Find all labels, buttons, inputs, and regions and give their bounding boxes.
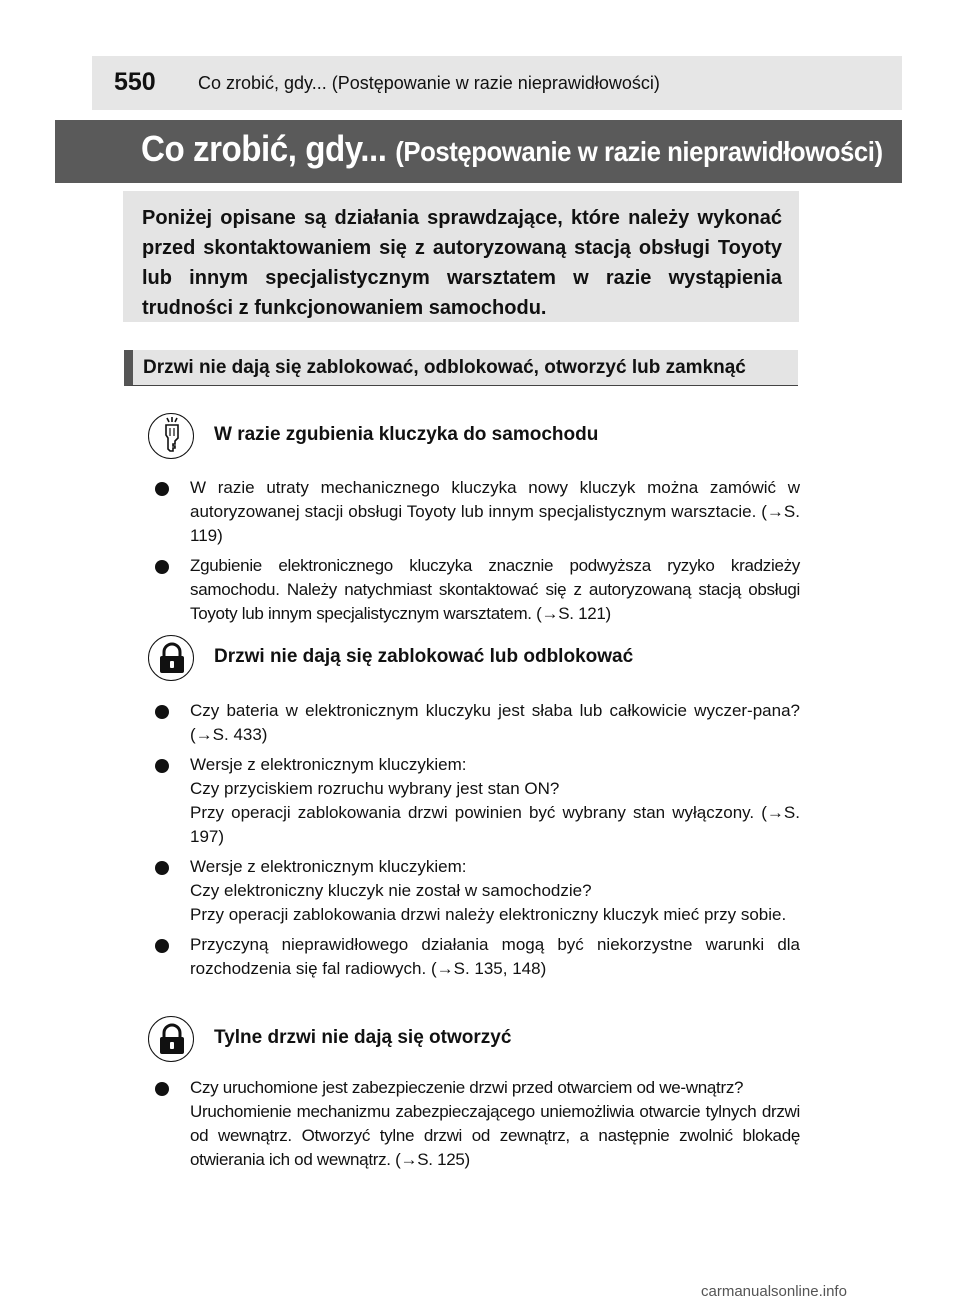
bullet-list-rear-door (155, 1076, 800, 1178)
bullet-text: Wersje z elektronicznym kluczykiem: Czy elektroniczny kluczyk nie został w samochodzie? Przy operacji zablokowania drzwi należy elektroniczny kluczyk mieć przy sobie. (190, 857, 787, 924)
intro-box (123, 191, 799, 322)
bullet-icon (155, 861, 169, 875)
bullet-text: Czy uruchomione jest zabezpieczenie drzwi przed otwarciem od we-wnątrz? Uruchomienie mechanizmu zabezpieczającego uniemożliwia otwarcie tylnych drzwi od wewnątrz. Otworzyć tylne drzwi od zewnątrz, a następnie zwolnić blokadę otwierania ich od wewnątrz. (→S. 125) (190, 1078, 800, 1169)
list-item (155, 699, 800, 747)
list-item (155, 933, 800, 981)
page-title (141, 128, 883, 170)
bullet-text: W razie utraty mechanicznego kluczyka nowy kluczyk można zamówić w autoryzowanej stacji obsługi Toyoty lub innym specjalistycznym warsztacie. (→S. 119) (190, 478, 800, 545)
page-title-sub: (Postępowanie w razie nieprawidłowości) (395, 136, 883, 167)
bullet-text: Czy bateria w elektronicznym kluczyku jest słaba lub całkowicie wyczer-pana? (→S. 433) (190, 701, 800, 744)
bullet-icon (155, 939, 169, 953)
bullet-text: Zgubienie elektronicznego kluczyka znacznie podwyższa ryzyko kradzieży samochodu. Należy natychmiast skontaktować się z autoryzowaną stacją obsługi Toyoty lub innym specjalistycznym warsztatem. (→S. 121) (190, 556, 800, 623)
subsection-title: Tylne drzwi nie dają się otworzyć (214, 1027, 512, 1048)
section-heading-text: Drzwi nie dają się zablokować, odblokować, otworzyć lub zamknąć (143, 357, 746, 378)
bullet-text: Przyczyną nieprawidłowego działania mogą być niekorzystne warunki dla rozchodzenia się fal radiowych. (→S. 135, 148) (190, 935, 800, 978)
bullet-icon (155, 482, 169, 496)
list-item (155, 476, 800, 548)
padlock-icon (148, 1016, 194, 1062)
chapter-title-band (55, 120, 902, 183)
bullet-icon (155, 705, 169, 719)
bullet-icon (155, 759, 169, 773)
watermark: carmanualsonline.info (701, 1283, 847, 1300)
running-head: Co zrobić, gdy... (Postępowanie w razie nieprawidłowości) (198, 73, 660, 93)
intro-text: Poniżej opisane są działania sprawdzające, które należy wykonać przed skontaktowaniem się z autoryzowaną stacją obsługi Toyoty lub innym specjalistycznym warsztatem w razie wystąpienia trudności z funkcjonowaniem samochodu. (142, 207, 782, 319)
bullet-icon (155, 560, 169, 574)
bullet-list-lost-key (155, 476, 800, 632)
bullet-icon (155, 1082, 169, 1096)
page-number: 550 (114, 68, 156, 96)
bullet-list-lock-unlock (155, 699, 800, 987)
list-item (155, 554, 800, 626)
bullet-text: Wersje z elektronicznym kluczykiem: Czy przyciskiem rozruchu wybrany jest stan ON? Przy operacji zablokowania drzwi powinien być wybrany stan wyłączony. (→S. 197) (190, 755, 800, 846)
subsection-title: W razie zgubienia kluczyka do samochodu (214, 424, 599, 445)
list-item (155, 753, 800, 849)
running-header (92, 56, 902, 110)
subsection-title: Drzwi nie dają się zablokować lub odblokować (214, 646, 634, 667)
list-item (155, 855, 800, 927)
padlock-icon (148, 635, 194, 681)
page-title-main: Co zrobić, gdy... (141, 128, 387, 169)
section-heading (124, 350, 798, 386)
key-icon (148, 413, 194, 459)
list-item (155, 1076, 800, 1172)
